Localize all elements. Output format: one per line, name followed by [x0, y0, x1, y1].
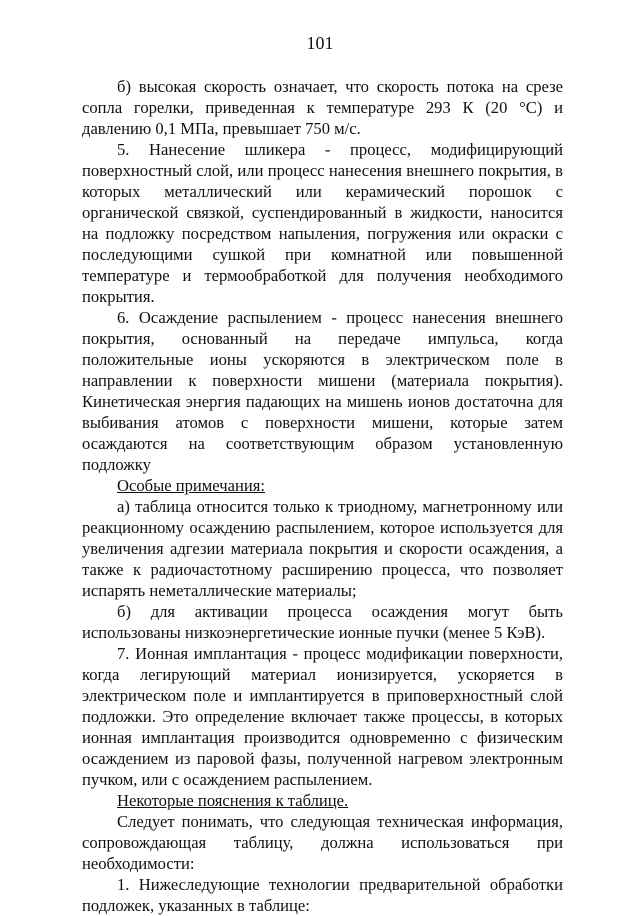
paragraph-ion-implantation: 7. Ионная имплантация - процесс модификации поверхности, когда легирующий материал ионизируется, ускоряется в электрическом поле и имплантируется в приповерхностный слой подложки. Это определение включает также процессы, в которых ионная имплантация производится одновременно с физическим осаждением из паровой фазы, полученной нагревом электронным пучком, или с осаждением распылением.: [82, 644, 563, 789]
paragraph-sputter-deposition: 6. Осаждение распылением - процесс нанесения внешнего покрытия, основанный на передаче импульса, когда положительные ионы ускоряются в электрическом поле в направлении к поверхности мишени (материала покрытия). Кинетическая энергия падающих на мишень ионов достаточна для выбивания атомов с поверхности мишени, которые затем осаждаются на соответствующим образом установленную подложку: [82, 308, 563, 474]
heading-table-explanations: Некоторые пояснения к таблице.: [117, 791, 349, 810]
paragraph-pretreatment: 1. Нижеследующие технологии предварительной обработки подложек, указанных в таблице:: [82, 875, 563, 915]
paragraph-technical-info: Следует понимать, что следующая техническая информация, сопровождающая таблицу, должна использоваться при необходимости:: [82, 812, 563, 873]
paragraph-note-b: б) для активации процесса осаждения могут быть использованы низкоэнергетические ионные пучки (менее 5 КэВ).: [82, 602, 563, 642]
paragraph-high-velocity-note: б) высокая скорость означает, что скорость потока на срезе сопла горелки, приведенная к температуре 293 К (20 °С) и давлению 0,1 МПа, превышает 750 м/с.: [82, 77, 563, 138]
document-body: [82, 76, 563, 916]
heading-special-notes: Особые примечания:: [117, 476, 265, 495]
page-number: 101: [306, 33, 334, 53]
paragraph-slurry-coating: 5. Нанесение шликера - процесс, модифицирующий поверхностный слой, или процесс нанесения внешнего покрытия, в которых металлический или керамический порошок с органической связкой, суспендированный в жидкости, наносится на подложку посредством напыления, погружения или окраски с последующими сушкой при комнатной или повышенной температуре и термообработкой для получения необходимого покрытия.: [82, 140, 563, 306]
paragraph-note-a: а) таблица относится только к триодному, магнетронному или реакционному осаждению распылением, которое используется для увеличения адгезии материала покрытия и скорости осаждения, а также к радиочастотному расширению процесса, что позволяет испарять неметаллические материалы;: [82, 497, 563, 600]
